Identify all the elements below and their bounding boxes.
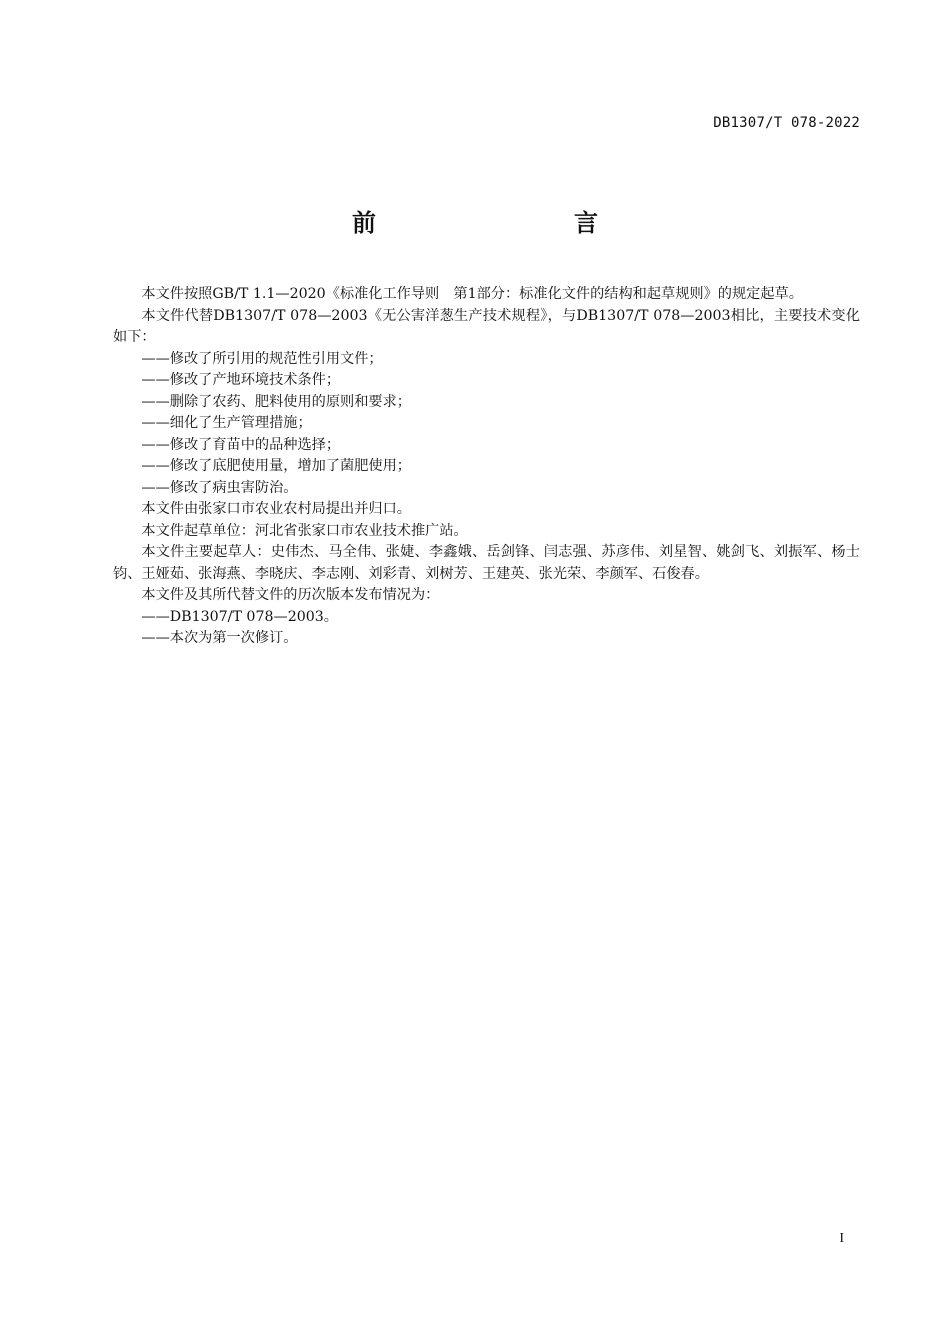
paragraph-drafters: 本文件主要起草人：史伟杰、马全伟、张婕、李鑫娥、岳剑锋、闫志强、苏彦伟、刘星智、姚剑飞、刘振军、杨士钧、王娅茹、张海燕、李晓庆、李志刚、刘彩青、刘树芳、王建英、张光荣、李颜军、石俊春。 xyxy=(113,544,860,582)
paragraph-drafting-unit: 本文件起草单位：河北省张家口市农业技术推广站。 xyxy=(141,522,468,539)
change-item: ——修改了产地环境技术条件； xyxy=(141,372,341,388)
version-item: ——本次为第一次修订。 xyxy=(141,630,298,646)
change-item: ——删除了农药、肥料使用的原则和要求； xyxy=(141,393,411,410)
change-item: ——修改了所引用的规范性引用文件； xyxy=(141,350,383,367)
paragraph-drafting-rules: 本文件按照GB/T 1.1—2020《标准化工作导则 第1部分：标准化文件的结构和起草规则》的规定起草。 xyxy=(141,286,803,302)
document-code: DB1307/T 078-2022 xyxy=(713,115,860,131)
page-number: I xyxy=(839,1231,844,1246)
change-item: ——修改了底肥使用量，增加了菌肥使用； xyxy=(141,458,411,474)
change-item: ——修改了育苗中的品种选择； xyxy=(141,436,341,453)
paragraph-version-history: 本文件及其所代替文件的历次版本发布情况为： xyxy=(141,587,440,603)
page-title: 前 言 xyxy=(352,209,648,237)
change-item: ——修改了病虫害防治。 xyxy=(141,479,298,496)
paragraph-replacement: 本文件代替DB1307/T 078—2003《无公害洋葱生产技术规程》，与DB1307/T 078—2003相比，主要技术变化如下： xyxy=(113,307,860,345)
foreword-body xyxy=(113,284,860,650)
paragraph-proposer: 本文件由张家口市农业农村局提出并归口。 xyxy=(141,501,411,517)
version-item: ——DB1307/T 078—2003。 xyxy=(141,608,338,625)
change-item: ——细化了生产管理措施； xyxy=(141,415,312,431)
